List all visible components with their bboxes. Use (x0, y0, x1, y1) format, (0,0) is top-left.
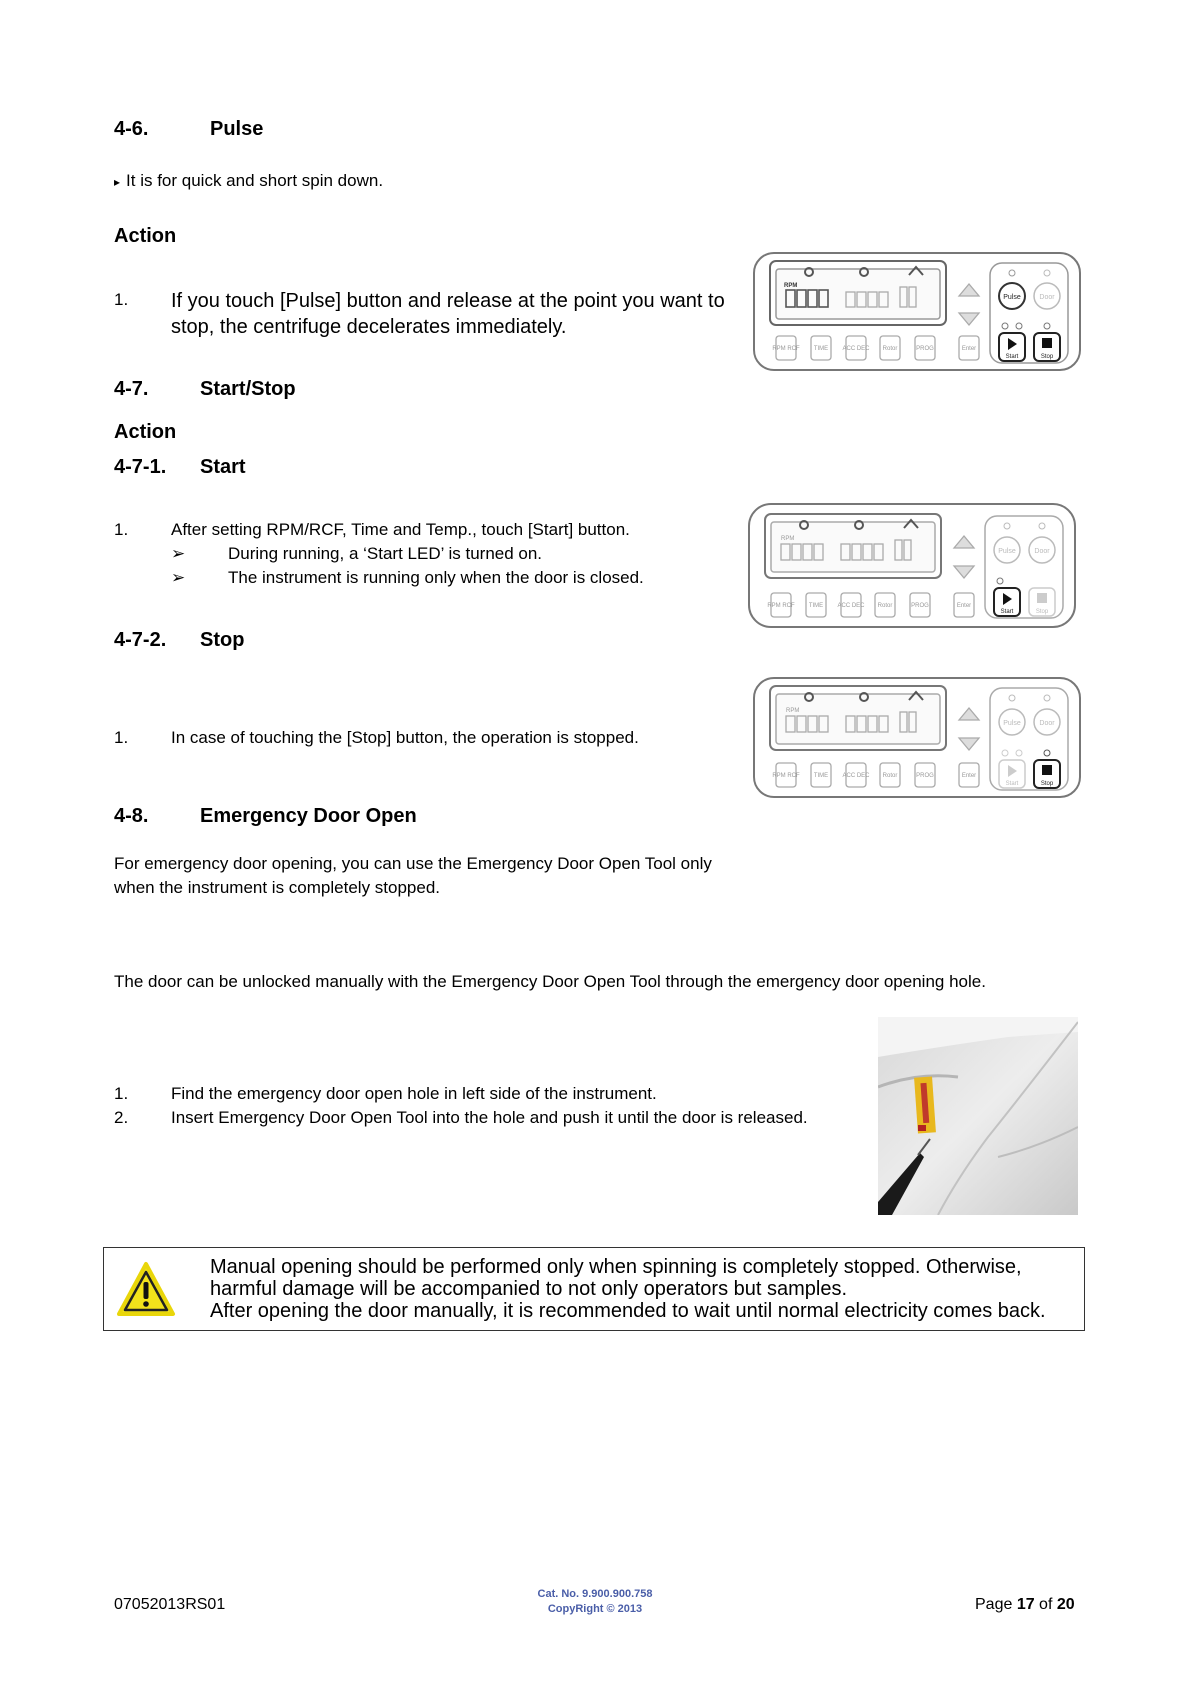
step-number: 1. (114, 520, 129, 539)
rotor-button: Rotor (882, 773, 898, 779)
action-heading: Action (114, 225, 177, 247)
page-prefix: Page (975, 1596, 1017, 1613)
rpm-label: RPM (781, 536, 795, 542)
arrow-bullet-icon: ➢ (171, 544, 186, 563)
subsection-number-4-7-2: 4-7-2. (114, 629, 167, 651)
action-heading: Action (114, 421, 177, 443)
page-total: 20 (1056, 1596, 1075, 1613)
control-panel-pulse-figure (752, 251, 1084, 373)
sub-bullet-text: During running, a ‘Start LED’ is turned on. (228, 544, 543, 563)
pulse-button-label: Pulse (1003, 294, 1021, 301)
sub-bullet-text: The instrument is running only when the door is closed. (228, 568, 644, 587)
subsection-title-stop: Stop (200, 629, 245, 651)
acc-dec-button: ACC DEC (842, 346, 870, 352)
door-button-label: Door (1039, 720, 1055, 727)
warning-line: harmful damage will be accompanied to not only operators but samples. (210, 1278, 848, 1300)
subsection-number-4-7-1: 4-7-1. (114, 456, 167, 478)
rpm-label: RPM (784, 283, 798, 289)
bullet-text: It is for quick and short spin down. (126, 171, 384, 190)
rpm-rcf-button: RPM RCF (772, 346, 800, 352)
section-number-4-8: 4-8. (114, 805, 149, 827)
step-text (171, 288, 725, 340)
step-text-line: stop, the centrifuge decelerates immediately. (171, 316, 567, 338)
step-number: 1. (114, 290, 129, 309)
time-button: TIME (813, 346, 829, 352)
footer-copyright: CopyRight © 2013 (547, 1603, 643, 1615)
footer-page-number (975, 1596, 1075, 1614)
step-text-line: If you touch [Pulse] button and release at the point you want to (171, 290, 725, 312)
start-button-label: Start (1005, 354, 1019, 360)
arrow-bullet-icon: ➢ (171, 568, 186, 587)
intro-paragraph (114, 852, 712, 900)
warning-line: After opening the door manually, it is recommended to wait until normal electricity comes back. (210, 1300, 1046, 1322)
paragraph: The door can be unlocked manually with the Emergency Door Open Tool through the emergency door opening hole. (114, 972, 986, 991)
bullet-item (114, 171, 383, 191)
intro-line: For emergency door opening, you can use the Emergency Door Open Tool only (114, 854, 712, 873)
subsection-title-start: Start (200, 456, 246, 478)
rpm-rcf-button: RPM RCF (772, 773, 800, 779)
footer-catalog-number: Cat. No. 9.900.900.758 (537, 1588, 653, 1600)
section-title-emergency-door-open: Emergency Door Open (200, 805, 417, 827)
acc-dec-button: ACC DEC (842, 773, 870, 779)
control-panel-start-figure (747, 502, 1079, 630)
door-button-label: Door (1034, 548, 1050, 555)
rotor-button: Rotor (877, 603, 893, 609)
stop-button-label: Stop (1040, 354, 1054, 360)
control-panel-stop-figure (752, 676, 1084, 800)
warning-triangle-icon (116, 1260, 176, 1320)
section-title-pulse: Pulse (210, 118, 264, 140)
page-mid: of (1034, 1596, 1057, 1613)
door-button-label: Door (1039, 294, 1055, 301)
step-text: Find the emergency door open hole in left side of the instrument. (171, 1084, 657, 1103)
enter-button: Enter (961, 346, 977, 352)
start-button-label: Start (1005, 781, 1019, 787)
rotor-button: Rotor (882, 346, 898, 352)
warning-line: Manual opening should be performed only when spinning is completely stopped. Otherwise, (210, 1256, 1022, 1278)
warning-text (210, 1256, 1046, 1322)
prog-button: PROG (916, 346, 934, 352)
start-button-label: Start (1000, 609, 1014, 615)
footer-catalog (495, 1587, 695, 1617)
step-text: In case of touching the [Stop] button, the operation is stopped. (171, 728, 639, 747)
rpm-rcf-button: RPM RCF (767, 603, 795, 609)
section-number-4-7: 4-7. (114, 378, 149, 400)
stop-button-label: Stop (1040, 781, 1054, 787)
step-text: After setting RPM/RCF, Time and Temp., touch [Start] button. (171, 520, 630, 539)
footer-doc-code: 07052013RS01 (114, 1596, 226, 1613)
time-button: TIME (813, 773, 829, 779)
warning-box (103, 1247, 1085, 1331)
pulse-button-label: Pulse (1003, 720, 1021, 727)
acc-dec-button: ACC DEC (837, 603, 865, 609)
enter-button: Enter (961, 773, 977, 779)
enter-button: Enter (956, 603, 972, 609)
section-number-4-6: 4-6. (114, 118, 149, 140)
page-current: 17 (1016, 1596, 1035, 1613)
prog-button: PROG (911, 603, 929, 609)
rpm-label: RPM (786, 708, 800, 714)
step-number: 1. (114, 728, 129, 747)
step-text: Insert Emergency Door Open Tool into the hole and push it until the door is released. (171, 1108, 808, 1127)
step-number: 1. (114, 1084, 129, 1103)
section-title-start-stop: Start/Stop (200, 378, 296, 400)
stop-button-label: Stop (1035, 609, 1049, 615)
emergency-door-tool-photo (878, 1017, 1078, 1215)
prog-button: PROG (916, 773, 934, 779)
time-button: TIME (808, 603, 824, 609)
step-number: 2. (114, 1108, 129, 1127)
intro-line: when the instrument is completely stopped. (114, 878, 441, 897)
pulse-button-label: Pulse (998, 548, 1016, 555)
bullet-marker-icon: ▸ (114, 175, 121, 189)
